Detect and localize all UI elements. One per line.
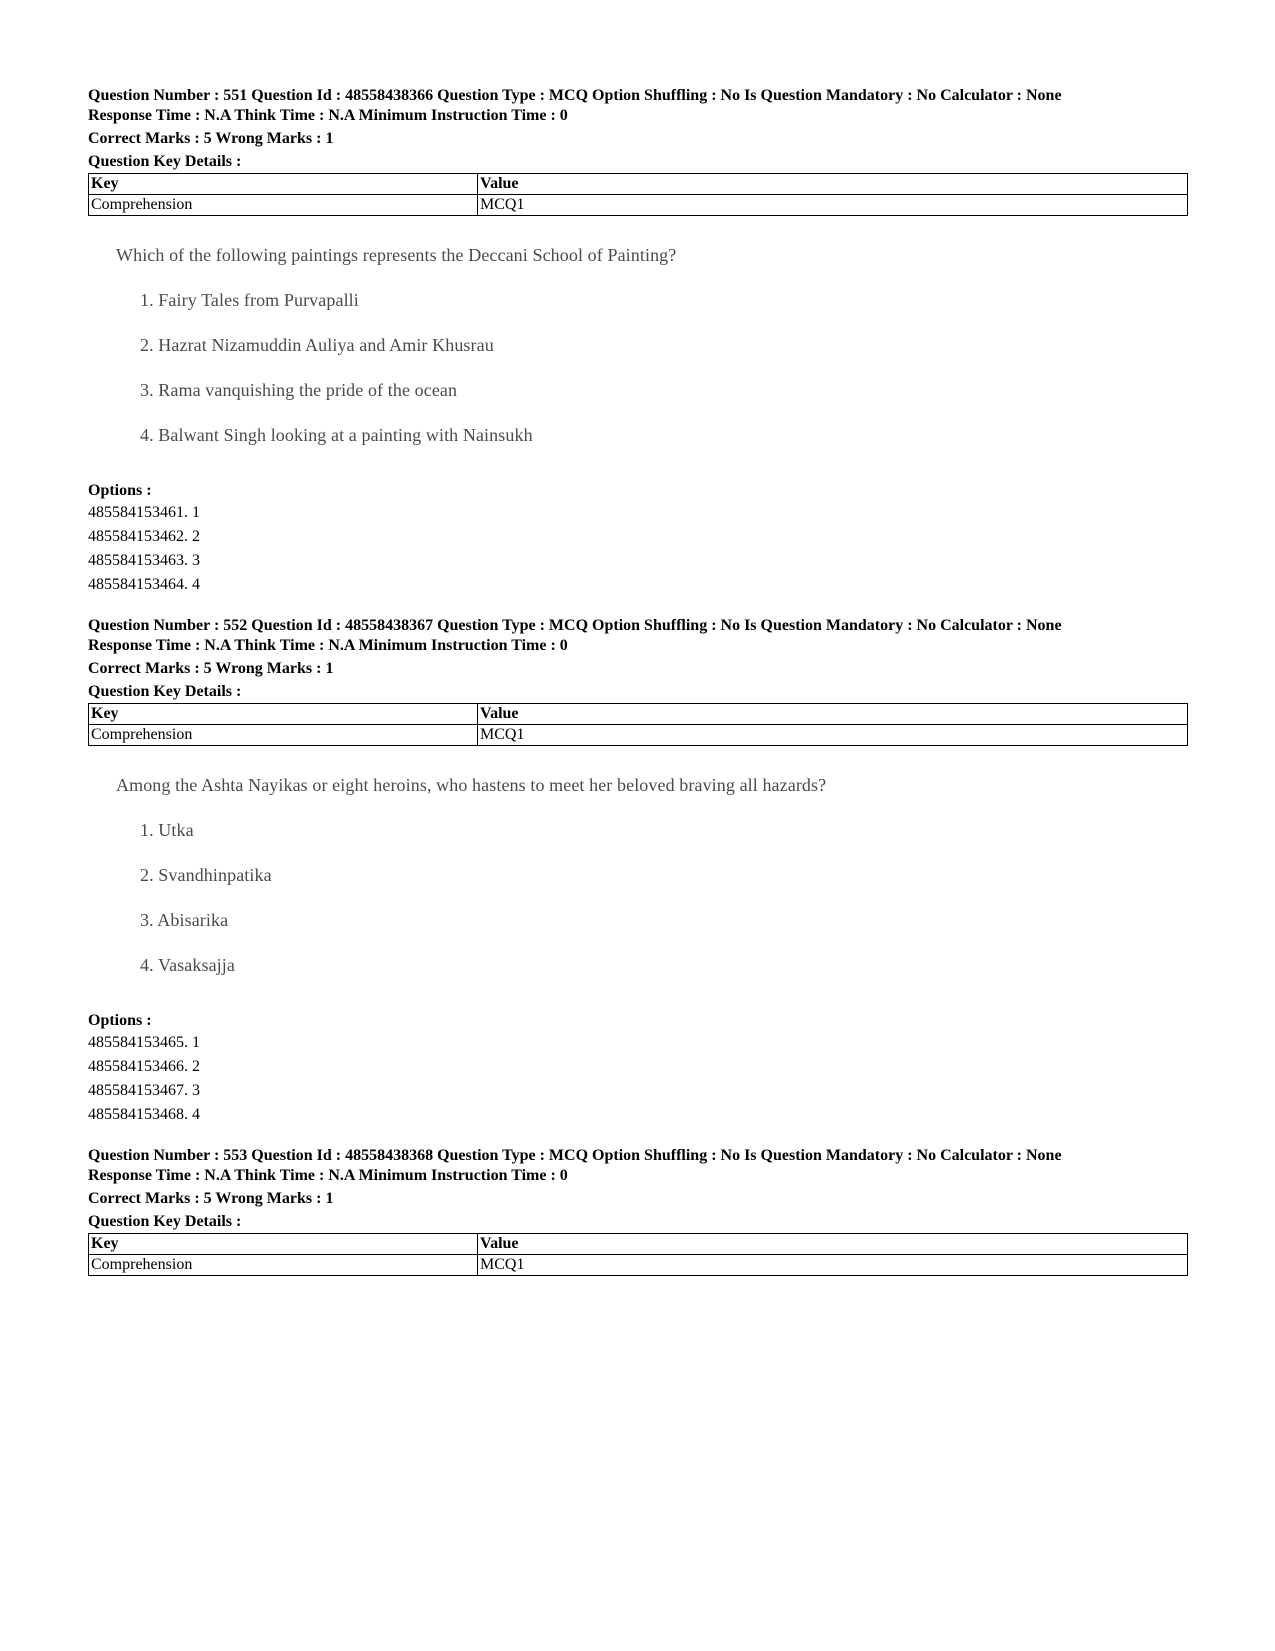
question-choice-1: 1. Fairy Tales from Purvapalli	[140, 290, 359, 310]
options-label: Options :	[88, 482, 152, 499]
table-header-value: Value	[478, 174, 1188, 195]
option-item: 485584153467. 3	[88, 1082, 200, 1099]
question-meta	[88, 86, 1188, 172]
option-item: 485584153463. 3	[88, 552, 200, 569]
table-row	[89, 1255, 1188, 1276]
question-meta-line-1: Question Number : 553 Question Id : 48558438368 Question Type : MCQ Option Shuffling : No Is Question Mandatory : No Calculator : None	[88, 1147, 1062, 1164]
table-cell-value: MCQ1	[478, 195, 1188, 216]
table-header-row	[89, 704, 1188, 725]
question-meta-line-1: Question Number : 551 Question Id : 48558438366 Question Type : MCQ Option Shuffling : No Is Question Mandatory : No Calculator : None	[88, 87, 1062, 104]
option-item: 485584153466. 2	[88, 1058, 200, 1075]
question-text: Among the Ashta Nayikas or eight heroins, who hastens to meet her beloved braving all hazards?	[116, 775, 827, 795]
table-cell-key: Comprehension	[89, 725, 478, 746]
question-choice-3: 3. Rama vanquishing the pride of the ocean	[140, 380, 458, 400]
question-meta	[88, 1146, 1188, 1232]
table-cell-value: MCQ1	[478, 1255, 1188, 1276]
question-meta-line-2: Response Time : N.A Think Time : N.A Minimum Instruction Time : 0	[88, 1167, 568, 1184]
question-meta	[88, 616, 1188, 702]
option-item: 485584153461. 1	[88, 504, 200, 521]
question-key-table	[88, 1233, 1188, 1276]
table-row	[89, 195, 1188, 216]
question-block-552	[88, 616, 1188, 1127]
question-meta-line-1: Question Number : 552 Question Id : 48558438367 Question Type : MCQ Option Shuffling : No Is Question Mandatory : No Calculator : None	[88, 617, 1062, 634]
option-item: 485584153462. 2	[88, 528, 200, 545]
question-meta-line-2: Response Time : N.A Think Time : N.A Minimum Instruction Time : 0	[88, 637, 568, 654]
table-header-value: Value	[478, 704, 1188, 725]
option-item: 485584153464. 4	[88, 576, 200, 593]
table-header-row	[89, 1234, 1188, 1255]
question-meta-line-2: Response Time : N.A Think Time : N.A Minimum Instruction Time : 0	[88, 107, 568, 124]
table-header-row	[89, 174, 1188, 195]
question-marks: Correct Marks : 5 Wrong Marks : 1	[88, 1190, 334, 1207]
question-choice-4: 4. Vasaksajja	[140, 955, 235, 975]
options-label: Options :	[88, 1012, 152, 1029]
question-key-table	[88, 173, 1188, 216]
table-header-key: Key	[89, 704, 478, 725]
question-choice-4: 4. Balwant Singh looking at a painting with Nainsukh	[140, 425, 533, 445]
table-row	[89, 725, 1188, 746]
option-item: 485584153468. 4	[88, 1106, 200, 1123]
question-choice-2: 2. Svandhinpatika	[140, 865, 272, 885]
question-key-details-label: Question Key Details :	[88, 683, 242, 700]
question-marks: Correct Marks : 5 Wrong Marks : 1	[88, 130, 334, 147]
question-block-551	[88, 86, 1188, 597]
table-header-value: Value	[478, 1234, 1188, 1255]
table-header-key: Key	[89, 1234, 478, 1255]
question-key-details-label: Question Key Details :	[88, 1213, 242, 1230]
table-cell-value: MCQ1	[478, 725, 1188, 746]
question-choice-1: 1. Utka	[140, 820, 194, 840]
question-key-table	[88, 703, 1188, 746]
question-block-553	[88, 1146, 1188, 1276]
option-item: 485584153465. 1	[88, 1034, 200, 1051]
table-cell-key: Comprehension	[89, 1255, 478, 1276]
question-choice-3: 3. Abisarika	[140, 910, 229, 930]
table-cell-key: Comprehension	[89, 195, 478, 216]
table-header-key: Key	[89, 174, 478, 195]
question-text: Which of the following paintings represents the Deccani School of Painting?	[116, 245, 677, 265]
question-marks: Correct Marks : 5 Wrong Marks : 1	[88, 660, 334, 677]
question-key-details-label: Question Key Details :	[88, 153, 242, 170]
question-choice-2: 2. Hazrat Nizamuddin Auliya and Amir Khusrau	[140, 335, 494, 355]
question-image	[116, 244, 1188, 446]
question-image	[116, 774, 1188, 976]
